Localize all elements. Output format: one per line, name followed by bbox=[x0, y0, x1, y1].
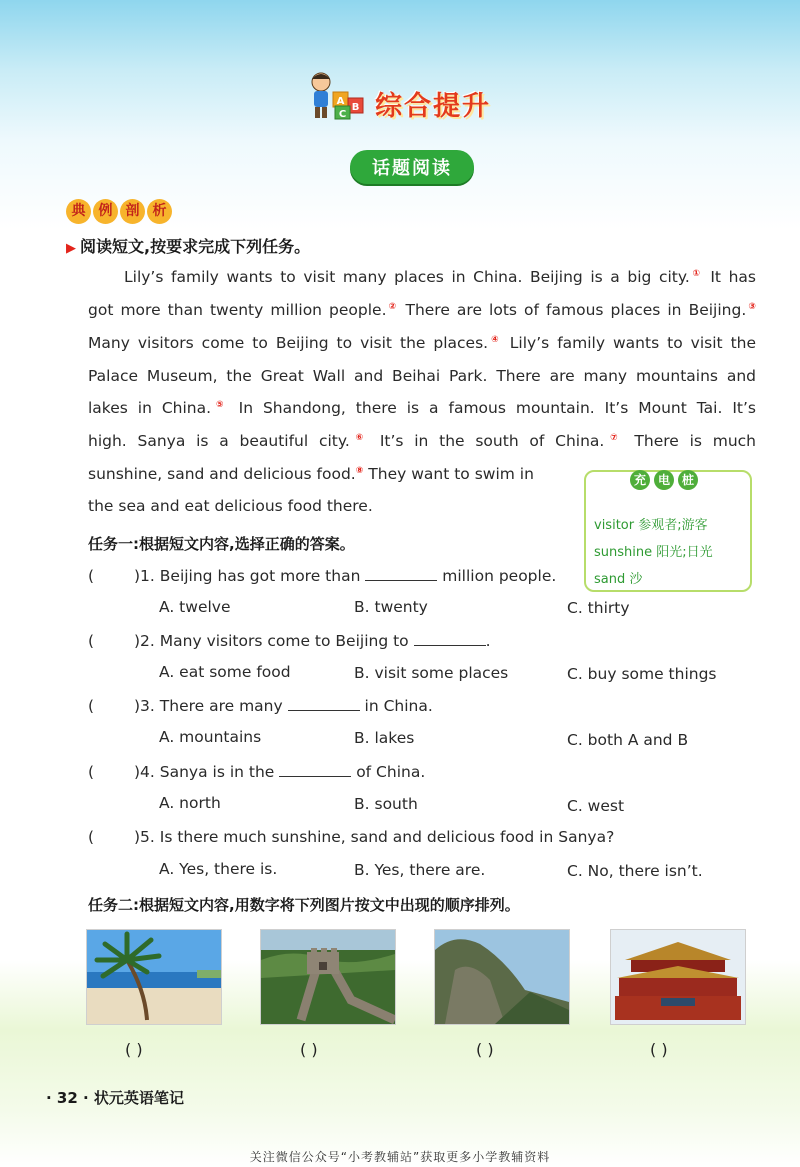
answer-blank[interactable] bbox=[279, 762, 351, 777]
option-b[interactable]: B. south bbox=[354, 795, 418, 813]
order-answer-box[interactable]: ( ) bbox=[476, 1040, 494, 1059]
option-c[interactable]: C. both A and B bbox=[567, 731, 689, 749]
option-a[interactable]: A. mountains bbox=[159, 728, 262, 746]
option-c[interactable]: C. No, there isn’t. bbox=[567, 862, 703, 880]
order-answer-box[interactable]: ( ) bbox=[650, 1040, 668, 1059]
vocab-note-box bbox=[584, 470, 752, 592]
answer-blank[interactable] bbox=[414, 631, 486, 646]
option-c[interactable]: C. buy some things bbox=[567, 665, 717, 683]
question-2: ( )2. Many visitors come to Beijing to . bbox=[88, 632, 491, 650]
answer-blank[interactable] bbox=[288, 696, 360, 711]
watermark-note: 关注微信公众号“小考教辅站”获取更多小学教辅资料 bbox=[249, 1150, 551, 1164]
question-4: ( )4. Sanya is in the of China. bbox=[88, 763, 426, 781]
palace-museum-image bbox=[610, 929, 746, 1025]
passage-line: Lily’s family wants to visit many places in China. Beijing is a big city.① It has bbox=[124, 268, 756, 286]
option-b[interactable]: B. Yes, there are. bbox=[354, 861, 486, 879]
question-1: ( )1. Beijing has got more than million people. bbox=[88, 567, 557, 585]
option-c[interactable]: C. west bbox=[567, 797, 625, 815]
passage-line: sunshine, sand and delicious food.⑧ They want to swim in bbox=[88, 465, 534, 483]
answer-blank[interactable] bbox=[365, 566, 437, 581]
order-answer-box[interactable]: ( ) bbox=[300, 1040, 318, 1059]
task2-title: 任务二:根据短文内容,用数字将下列图片按文中出现的顺序排列。 bbox=[88, 896, 520, 914]
section-tag-char: 析 bbox=[147, 199, 172, 224]
task1-title: 任务一:根据短文内容,选择正确的答案。 bbox=[88, 535, 355, 553]
option-c[interactable]: C. thirty bbox=[567, 599, 630, 617]
question-3: ( )3. There are many in China. bbox=[88, 697, 433, 715]
topic-badge: 话题阅读 bbox=[350, 150, 474, 184]
option-a[interactable]: A. twelve bbox=[159, 598, 231, 616]
option-b[interactable]: B. visit some places bbox=[354, 664, 509, 682]
svg-text:A: A bbox=[336, 96, 345, 107]
page-title: 综合提升 bbox=[375, 91, 491, 122]
section-tag-char: 例 bbox=[93, 199, 118, 224]
mount-tai-image bbox=[434, 929, 570, 1025]
triangle-icon: ▶ bbox=[66, 241, 76, 256]
vocab-entry: sunshine 阳光;日光 bbox=[594, 545, 713, 560]
mascot-icon bbox=[305, 70, 369, 120]
option-b[interactable]: B. lakes bbox=[354, 729, 415, 747]
passage-line: lakes in China.⑤ In Shandong, there is a famous mountain. It’s Mount Tai. It’s bbox=[88, 399, 756, 417]
section-tag-char: 剖 bbox=[120, 199, 145, 224]
passage-line: Palace Museum, the Great Wall and Beihai Park. There are many mountains and bbox=[88, 367, 756, 385]
section-tag-char: 典 bbox=[66, 199, 91, 224]
option-a[interactable]: A. Yes, there is. bbox=[159, 860, 278, 878]
beach-palm-image bbox=[86, 929, 222, 1025]
passage-line: Many visitors come to Beijing to visit the places.④ Lily’s family wants to visit the bbox=[88, 334, 757, 352]
svg-text:C: C bbox=[338, 109, 347, 120]
option-b[interactable]: B. twenty bbox=[354, 598, 428, 616]
vocab-entry: visitor 参观者;游客 bbox=[594, 518, 708, 533]
vocab-entry: sand 沙 bbox=[594, 572, 643, 587]
passage-line: high. Sanya is a beautiful city.⑥ It’s in the south of China.⑦ There is much bbox=[88, 432, 756, 450]
page-footer: · 32 · 状元英语笔记 bbox=[46, 1089, 184, 1107]
passage-line: the sea and eat delicious food there. bbox=[88, 497, 373, 515]
option-a[interactable]: A. north bbox=[159, 794, 221, 812]
section-tag bbox=[66, 199, 172, 224]
order-answer-box[interactable]: ( ) bbox=[125, 1040, 143, 1059]
note-title: 充 电 桩 bbox=[630, 470, 698, 490]
option-a[interactable]: A. eat some food bbox=[159, 663, 291, 681]
instruction-text: 阅读短文,按要求完成下列任务。 bbox=[80, 237, 311, 256]
svg-text:B: B bbox=[351, 102, 360, 113]
passage-line: got more than twenty million people.② There are lots of famous places in Beijing.③ bbox=[88, 301, 756, 319]
question-5: ( )5. Is there much sunshine, sand and delicious food in Sanya? bbox=[88, 828, 615, 846]
instruction bbox=[66, 234, 310, 257]
great-wall-image bbox=[260, 929, 396, 1025]
